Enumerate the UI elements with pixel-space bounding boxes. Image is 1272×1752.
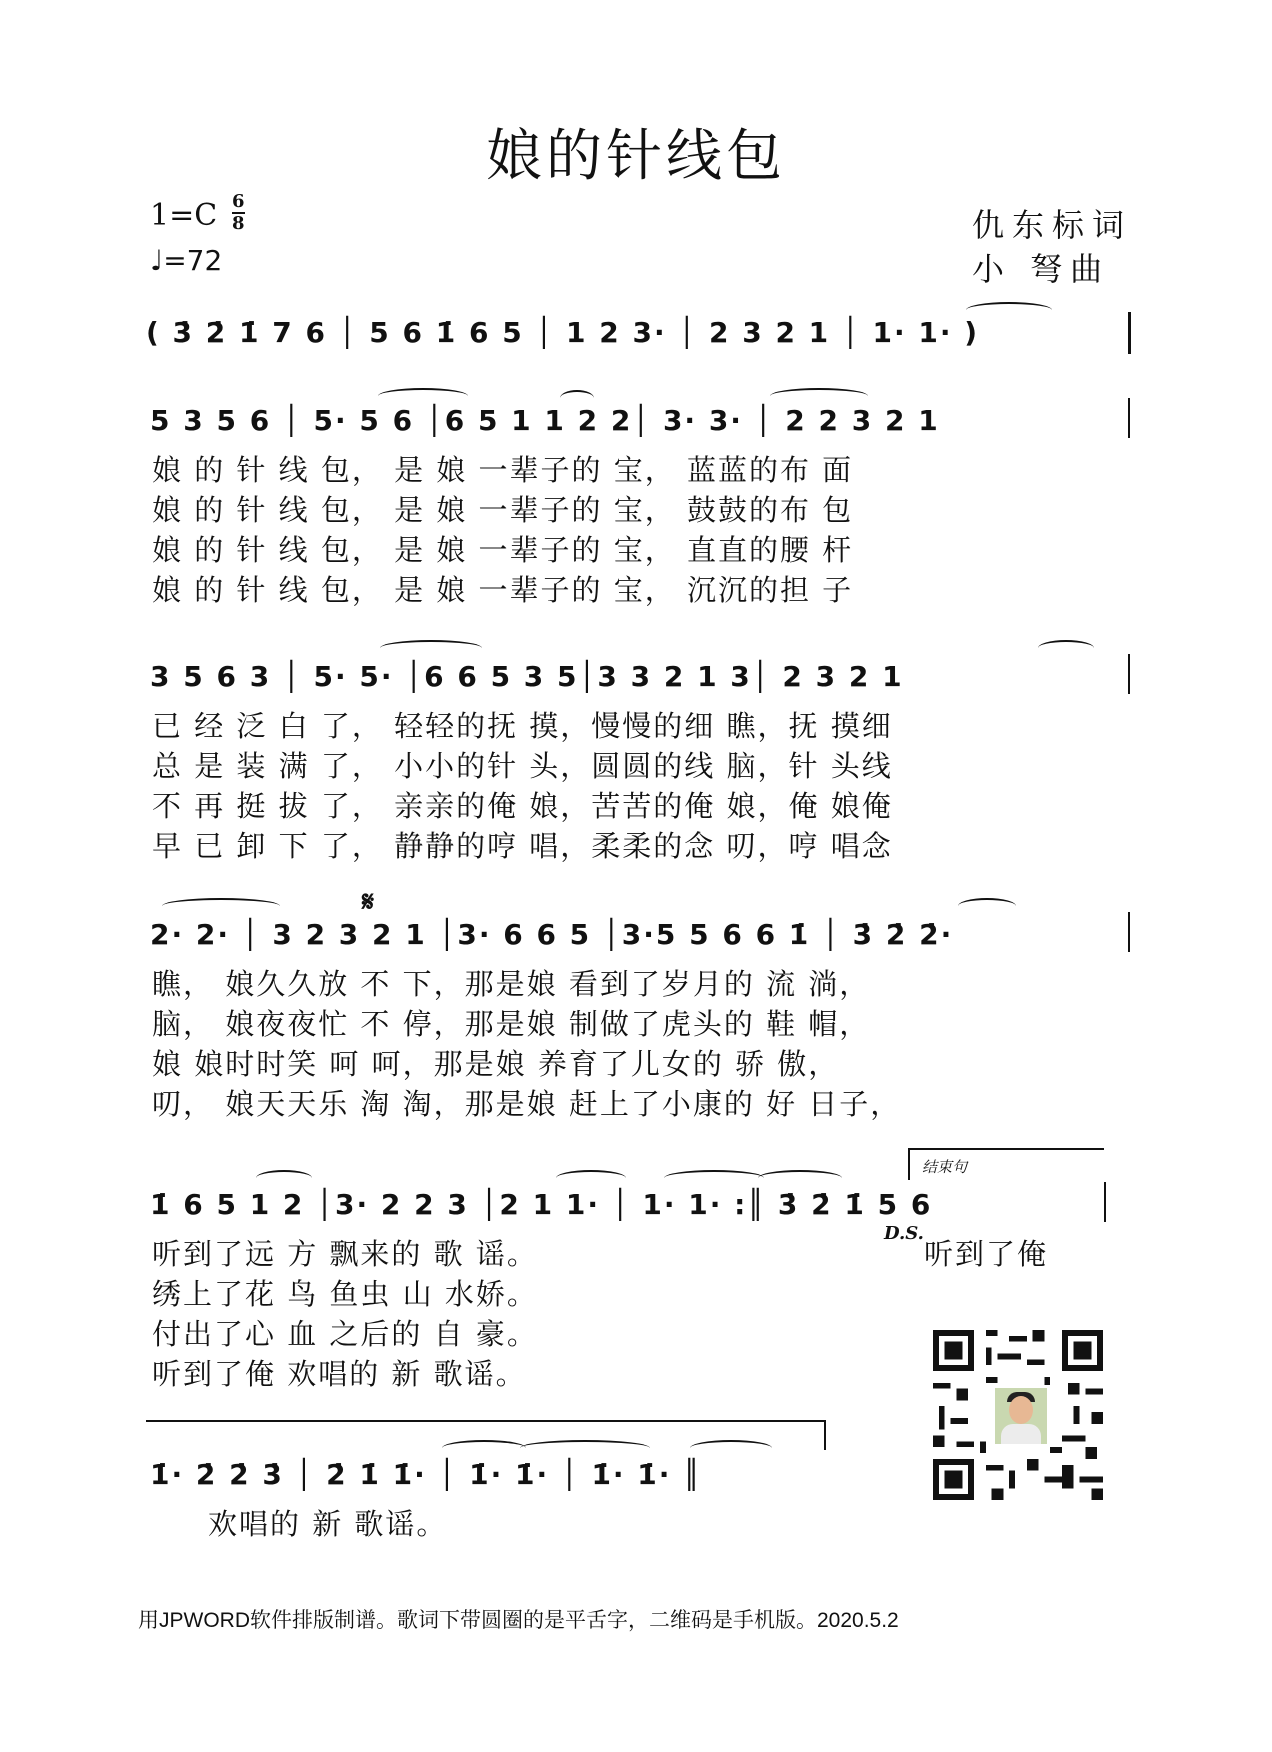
tie bbox=[378, 388, 468, 404]
time-signature-bottom: 8 bbox=[232, 213, 245, 234]
ds-mark: D.S. bbox=[884, 1223, 924, 1244]
notation-line-3: 3 5 6 3 │ 5· 5· │6 6 5 3 5│3 3 2 1 3│ 2 3 2 1 bbox=[150, 660, 904, 693]
barline bbox=[1128, 312, 1131, 354]
tie bbox=[770, 388, 868, 404]
tie bbox=[560, 390, 594, 406]
avatar-body bbox=[1001, 1424, 1041, 1444]
barline bbox=[1128, 912, 1130, 952]
page-title: 娘的针线包 bbox=[486, 124, 786, 189]
ds-lyric: 听到了俺 bbox=[924, 1237, 1049, 1271]
notation-line-5: 1̇ 6 5 1 2 │3· 2 2 3 │2 1 1· │ 1· 1· :║ 3̇ 2̇ 1̇ 5 6 bbox=[150, 1188, 933, 1221]
lyric-line: 娘 的 针 线 包， 是 娘 一辈子的 宝， 直直的腰 杆 bbox=[152, 533, 854, 567]
lyric-line: 早 已 卸 下 了， 静静的哼 唱，柔柔的念 叨，哼 唱念 bbox=[152, 829, 893, 863]
composer-credit: 小 弩曲 bbox=[972, 250, 1111, 288]
lyric-line: 娘 的 针 线 包， 是 娘 一辈子的 宝， 沉沉的担 子 bbox=[152, 573, 854, 607]
tie bbox=[1038, 640, 1094, 656]
lyric-line: 欢唱的 新 歌谣。 bbox=[208, 1507, 448, 1541]
tie bbox=[966, 302, 1052, 318]
tie bbox=[690, 1440, 772, 1456]
footer-note: 用JPWORD软件排版制谱。歌词下带圆圈的是平舌字，二维码是手机版。2020.5.2 bbox=[138, 1609, 899, 1632]
lyric-line: 娘 的 针 线 包， 是 娘 一辈子的 宝， 鼓鼓的布 包 bbox=[152, 493, 854, 527]
barline bbox=[1128, 398, 1130, 438]
lyric-line: 听到了远 方 飘来的 歌 谣。 bbox=[152, 1237, 538, 1271]
lyricist-credit: 仇东标词 bbox=[972, 206, 1133, 244]
tie bbox=[958, 898, 1016, 914]
barline bbox=[1104, 1182, 1106, 1222]
lyric-line: 不 再 挺 拔 了， 亲亲的俺 娘，苦苦的俺 娘，俺 娘俺 bbox=[152, 789, 893, 823]
barline bbox=[1128, 654, 1130, 694]
key-signature: 1=C bbox=[150, 198, 218, 233]
tie bbox=[556, 1170, 626, 1186]
lyric-line: 付出了心 血 之后的 自 豪。 bbox=[152, 1317, 538, 1351]
lyric-line: 已 经 泛 白 了， 轻轻的抚 摸，慢慢的细 瞧，抚 摸细 bbox=[152, 709, 893, 743]
lyric-line: 听到了俺 欢唱的 新 歌谣。 bbox=[152, 1357, 527, 1391]
lyric-line: 总 是 装 满 了， 小小的针 头，圆圆的线 脑，针 头线 bbox=[152, 749, 893, 783]
lyric-line: 叨， 娘天天乐 淘 淘，那是娘 赶上了小康的 好 日子， bbox=[152, 1087, 902, 1121]
tie bbox=[256, 1170, 312, 1186]
notation-line-4: 2· 2· │ 3 2 3 2 1 │3· 6 6 5 │3·5 5 6 6 1̇ │ 3̇ 2̇ 2̇· bbox=[150, 918, 954, 951]
tie bbox=[758, 1170, 842, 1186]
notation-line-6: 1̇· 2̇ 2̇ 3̇ │ 2̇ 1̇ 1̇· │ 1̇· 1̇· │ 1̇· 1̇· ║ bbox=[150, 1458, 703, 1491]
coda-line bbox=[146, 1420, 826, 1422]
tie bbox=[380, 640, 482, 656]
tempo-mark: ♩=72 bbox=[150, 244, 223, 277]
time-signature bbox=[232, 192, 245, 234]
lyric-line: 娘 的 针 线 包， 是 娘 一辈子的 宝， 蓝蓝的布 面 bbox=[152, 453, 854, 487]
notation-line-2: 5 3 5 6 │ 5· 5 6 │6 5 1 1 2 2│ 3· 3· │ 2 2 3 2 1 bbox=[150, 404, 940, 437]
tie bbox=[162, 898, 280, 914]
ending-label: 结束句 bbox=[922, 1158, 968, 1176]
tie bbox=[664, 1170, 764, 1186]
author-avatar bbox=[992, 1385, 1050, 1447]
segno-sign: 𝄋 bbox=[362, 885, 375, 918]
tie bbox=[442, 1440, 526, 1456]
notation-line-1: ( 3̇ 2̇ 1̇ 7 6 │ 5 6 1̇ 6 5 │ 1 2 3· │ 2 3 2 1 │ 1· 1· ) bbox=[146, 316, 980, 349]
lyric-line: 脑， 娘夜夜忙 不 停，那是娘 制做了虎头的 鞋 帽， bbox=[152, 1007, 871, 1041]
time-signature-top: 6 bbox=[232, 191, 245, 212]
lyric-line: 娘 娘时时笑 呵 呵，那是娘 养育了儿女的 骄 傲， bbox=[152, 1047, 840, 1081]
lyric-line: 绣上了花 鸟 鱼虫 山 水娇。 bbox=[152, 1277, 538, 1311]
avatar-face bbox=[1009, 1396, 1033, 1424]
tie bbox=[520, 1440, 650, 1456]
lyric-line: 瞧， 娘久久放 不 下，那是娘 看到了岁月的 流 淌， bbox=[152, 967, 871, 1001]
coda-line-end bbox=[824, 1420, 826, 1450]
